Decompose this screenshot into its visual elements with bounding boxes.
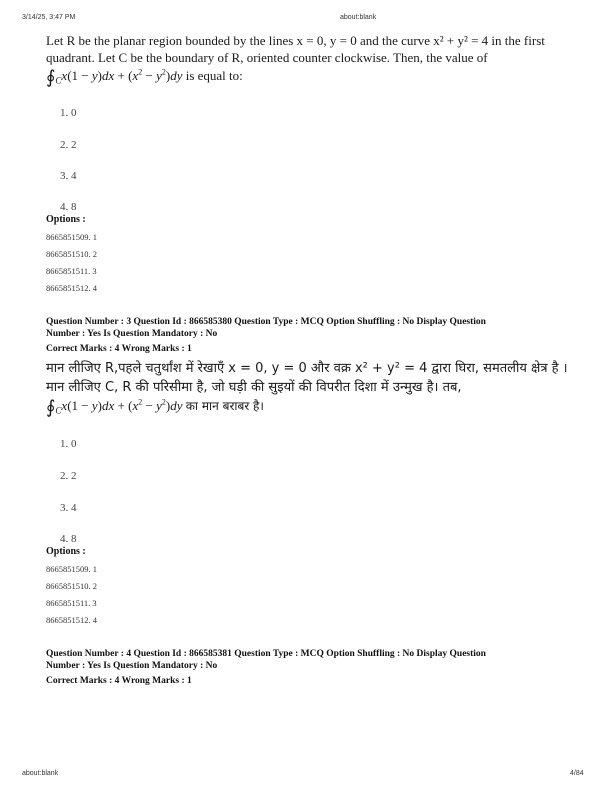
q3-meta-line2: Number : Yes Is Question Mandatory : No [46, 329, 218, 339]
q3-meta-line1: Question Number : 3 Question Id : 866585380 Question Type : MCQ Option Shuffling : No Display Question [46, 317, 486, 327]
q2-option-4: 8665851512. 4 [46, 283, 97, 293]
print-datetime: 3/14/25, 3:47 PM [22, 14, 76, 21]
q3-meta-line3: Correct Marks : 4 Wrong Marks : 1 [46, 344, 192, 354]
q3-choice-3: 3. 4 [60, 502, 77, 514]
q3-choice-1: 1. 0 [60, 438, 77, 450]
q2-options-heading: Options : [46, 214, 86, 225]
q2-option-2: 8665851510. 2 [46, 249, 97, 259]
q3-integral: $∮_Cx(1 - y)dx + (x^2 - y^2)dy$ का मान बराबर है। [46, 397, 264, 417]
q2-choice-2: 2. 2 [60, 139, 77, 151]
q4-meta-line2: Number : Yes Is Question Mandatory : No [46, 661, 218, 671]
q3-integral-suffix: का मान बराबर है। [185, 399, 264, 413]
q3-hindi-line1: मान लीजिए R,पहले चतुर्थांश में रेखाएँ x = 0, y = 0 और वक्र x² + y² = 4 द्वारा घिरा, समतलीय क्षेत्र है । [46, 361, 568, 376]
q3-option-2: 8665851510. 2 [46, 581, 97, 591]
page-number: 4/84 [570, 770, 584, 777]
footer-url: about:blank [22, 770, 59, 777]
q2-text-line2: quadrant. Let C be the boundary of R, oriented counter clockwise. Then, the value of [46, 50, 488, 65]
print-url: about:blank [340, 14, 377, 21]
q3-option-3: 8665851511. 3 [46, 598, 97, 608]
q2-text-line1: Let R be the planar region bounded by the lines x = 0, y = 0 and the curve x² + y² = 4 in the first [46, 33, 545, 48]
q3-option-1: 8665851509. 1 [46, 564, 97, 574]
q2-integral-suffix: is equal to: [185, 68, 243, 83]
q2-choice-3: 3. 4 [60, 170, 77, 182]
q3-options-heading: Options : [46, 546, 86, 557]
q3-option-4: 8665851512. 4 [46, 615, 97, 625]
q2-choice-1: 1. 0 [60, 107, 77, 119]
q2-option-3: 8665851511. 3 [46, 266, 97, 276]
q3-hindi-line2: मान लीजिए C, R की परिसीमा है, जो घड़ी की सुइयों की विपरीत दिशा में उन्मुख है। तब, [46, 380, 462, 395]
q4-meta-line3: Correct Marks : 4 Wrong Marks : 1 [46, 676, 192, 686]
q4-meta-line1: Question Number : 4 Question Id : 866585381 Question Type : MCQ Option Shuffling : No Display Question [46, 649, 486, 659]
q2-option-1: 8665851509. 1 [46, 232, 97, 242]
q2-integral: $∮_Cx(1 - y)dx + (x^2 - y^2)dy$ is equal to: [46, 67, 243, 87]
q3-choice-4: 4. 8 [60, 533, 77, 545]
q2-choice-4: 4. 8 [60, 201, 77, 213]
q3-choice-2: 2. 2 [60, 470, 77, 482]
